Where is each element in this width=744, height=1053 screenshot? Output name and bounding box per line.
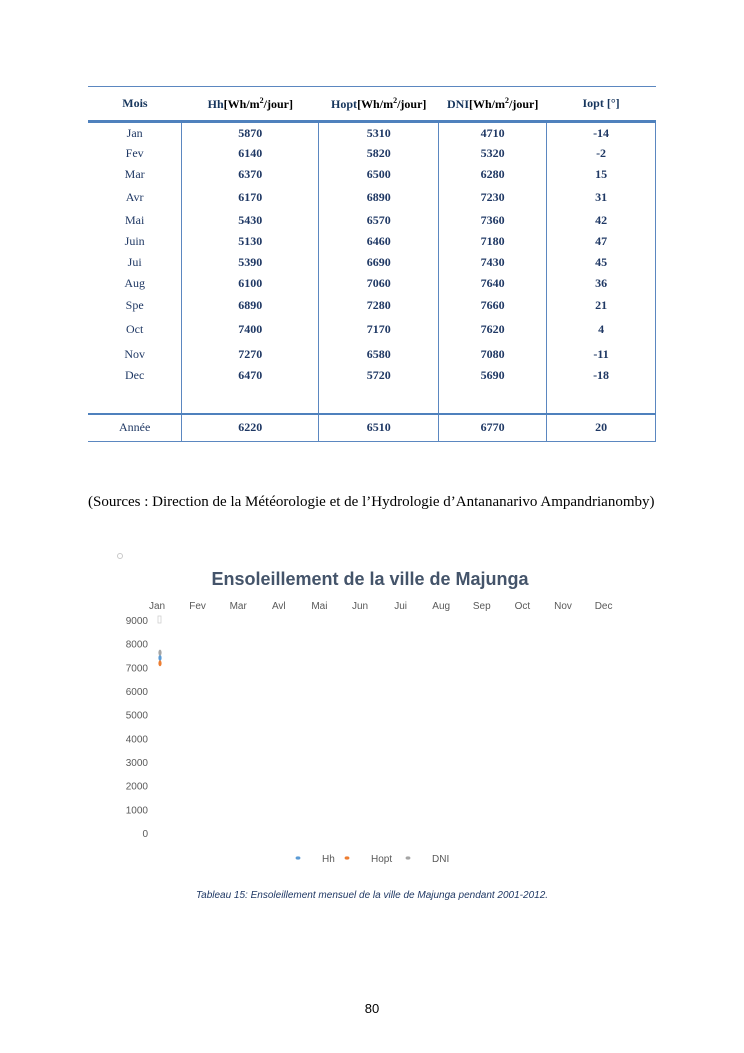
x-tick-label: Jan bbox=[148, 601, 166, 612]
header-hh bbox=[182, 87, 319, 122]
cell-iopt: -18 bbox=[547, 368, 656, 394]
table-row bbox=[88, 368, 656, 394]
x-tick-label: Jui bbox=[394, 601, 407, 612]
header-hh-unit-pre: [Wh/m bbox=[223, 96, 260, 111]
header-hopt-unit-post: /jour] bbox=[397, 96, 427, 111]
header-hh-unit-post: /jour] bbox=[263, 96, 293, 111]
header-hopt-unit-sup: 2 bbox=[393, 95, 398, 105]
y-tick-label: 4000 bbox=[125, 734, 148, 746]
chart-title: Ensoleillement de la ville de Majunga bbox=[211, 569, 529, 589]
cell-iopt: 42 bbox=[547, 210, 656, 232]
cell-mois: Jui bbox=[127, 255, 142, 269]
y-tick-label: 8000 bbox=[125, 639, 148, 651]
x-tick-label: Dec bbox=[594, 601, 613, 612]
header-hh-unit-sup: 2 bbox=[259, 95, 264, 105]
y-tick-label: 0 bbox=[142, 829, 148, 840]
y-tick-label: 6000 bbox=[125, 687, 148, 698]
y-tick-label: 5000 bbox=[125, 710, 148, 722]
cell-hh: 6890 bbox=[182, 294, 319, 318]
cell-mois: Juin bbox=[124, 234, 145, 248]
sources-note: (Sources : Direction de la Météorologie et de l’Hydrologie d’Antananarivo Ampandrianomby) bbox=[88, 494, 655, 510]
cell-hopt: 5720 bbox=[319, 368, 439, 394]
cell-hh: 6100 bbox=[182, 274, 319, 294]
cell-mois: Avr bbox=[125, 190, 144, 204]
x-tick-label: Nov bbox=[554, 601, 572, 612]
cell-hopt: 6580 bbox=[319, 342, 439, 368]
cell-dni: 7360 bbox=[439, 210, 547, 232]
cell-hh: 5870 bbox=[182, 122, 319, 144]
y-tick-label: 2000 bbox=[125, 781, 148, 793]
cell-hh: 5390 bbox=[182, 252, 319, 274]
cell-hopt: 7060 bbox=[319, 274, 439, 294]
cell-iopt: 45 bbox=[547, 252, 656, 274]
table-row bbox=[88, 144, 656, 164]
cell-hh: 6370 bbox=[182, 164, 319, 186]
table-row bbox=[88, 232, 656, 252]
sunshine-chart bbox=[100, 565, 640, 875]
x-tick-label: Oct bbox=[514, 601, 531, 612]
table-row bbox=[88, 252, 656, 274]
y-tick-label: 9000 bbox=[125, 616, 148, 627]
legend-label-dni: DNI bbox=[432, 854, 450, 865]
page-number: 80 bbox=[364, 1001, 380, 1016]
cell-dni: 5320 bbox=[439, 144, 547, 164]
header-iopt: Iopt [°] bbox=[547, 87, 656, 122]
total-label: Année bbox=[88, 414, 182, 442]
cell-mois: Fev bbox=[125, 146, 144, 160]
header-dni-unit-pre: [Wh/m bbox=[469, 96, 505, 111]
legend-label-hh: Hh bbox=[322, 854, 335, 865]
header-mois: Mois bbox=[88, 87, 182, 122]
y-tick-label: 7000 bbox=[125, 663, 148, 675]
cell-hopt: 6500 bbox=[319, 164, 439, 186]
x-tick-label: Mar bbox=[229, 601, 247, 612]
cell-mois: Aug bbox=[124, 276, 146, 290]
table-row bbox=[88, 186, 656, 210]
x-tick-label: Avl bbox=[271, 601, 286, 612]
cell-dni: 7230 bbox=[439, 186, 547, 210]
spacer-cell bbox=[182, 394, 319, 414]
cell-mois: Oct bbox=[126, 322, 144, 336]
header-dni-label: DNI bbox=[446, 96, 469, 111]
cell-iopt: 47 bbox=[547, 232, 656, 252]
cell-mois: Spe bbox=[125, 298, 144, 312]
cell-hopt: 7170 bbox=[319, 318, 439, 342]
cell-hh: 7400 bbox=[182, 318, 319, 342]
x-tick-label: Mai bbox=[311, 601, 328, 612]
table-row bbox=[88, 274, 656, 294]
spacer-cell bbox=[547, 394, 656, 414]
x-tick-label: Sep bbox=[472, 601, 491, 612]
cell-dni: 6280 bbox=[439, 164, 547, 186]
cell-mois: Nov bbox=[124, 347, 146, 361]
cell-mois: Mar bbox=[124, 167, 145, 181]
cell-hopt: 6570 bbox=[319, 210, 439, 232]
cell-hh: 5130 bbox=[182, 232, 319, 252]
cell-hh: 6170 bbox=[182, 186, 319, 210]
table-row bbox=[88, 318, 656, 342]
legend-marker-hopt bbox=[345, 856, 350, 859]
table-total-row bbox=[88, 414, 656, 442]
total-dni: 6770 bbox=[439, 414, 547, 442]
cell-hopt: 7280 bbox=[319, 294, 439, 318]
cell-iopt: 15 bbox=[547, 164, 656, 186]
cell-iopt: -14 bbox=[547, 122, 656, 144]
table-row bbox=[88, 164, 656, 186]
legend-marker-dni bbox=[406, 856, 411, 859]
cell-mois: Jan bbox=[126, 125, 143, 140]
cell-iopt: 31 bbox=[547, 186, 656, 210]
data-point-hh bbox=[158, 655, 161, 661]
cell-dni: 7080 bbox=[439, 342, 547, 368]
cell-mois: Dec bbox=[125, 367, 145, 382]
cell-mois: Mai bbox=[125, 213, 145, 227]
header-hopt-label: Hopt bbox=[331, 96, 358, 111]
solar-table bbox=[88, 86, 656, 442]
x-tick-label: Aug bbox=[432, 601, 451, 612]
data-point-dni bbox=[158, 650, 161, 656]
cell-iopt: 21 bbox=[547, 294, 656, 318]
data-point-hopt bbox=[158, 660, 161, 666]
cell-hopt: 6890 bbox=[319, 186, 439, 210]
anchor-marker bbox=[117, 553, 123, 559]
cell-iopt: 4 bbox=[547, 318, 656, 342]
header-hopt bbox=[319, 87, 439, 122]
spacer-cell bbox=[88, 394, 182, 414]
y-tick-label: 1000 bbox=[125, 805, 148, 817]
cell-hopt: 6460 bbox=[319, 232, 439, 252]
cell-dni: 7620 bbox=[439, 318, 547, 342]
header-dni-unit-sup: 2 bbox=[505, 95, 509, 105]
x-tick-label: Fev bbox=[189, 601, 206, 612]
legend-marker-hh bbox=[296, 856, 301, 859]
cell-dni: 7640 bbox=[439, 274, 547, 294]
total-hopt: 6510 bbox=[319, 414, 439, 442]
cell-hopt: 5310 bbox=[319, 122, 439, 144]
cell-dni: 7660 bbox=[439, 294, 547, 318]
cell-dni: 4710 bbox=[439, 122, 547, 144]
cell-dni: 7430 bbox=[439, 252, 547, 274]
table-row bbox=[88, 122, 656, 144]
cell-hh: 6470 bbox=[182, 368, 319, 394]
table-row bbox=[88, 210, 656, 232]
cell-hopt: 5820 bbox=[319, 144, 439, 164]
cell-hopt: 6690 bbox=[319, 252, 439, 274]
cell-hh: 6140 bbox=[182, 144, 319, 164]
y-tick-label: 3000 bbox=[125, 758, 148, 769]
legend-label-hopt: Hopt bbox=[371, 854, 393, 865]
table-row bbox=[88, 294, 656, 318]
header-hopt-unit-pre: [Wh/m bbox=[357, 96, 394, 111]
cell-dni: 5690 bbox=[439, 368, 547, 394]
x-tick-label: Jun bbox=[351, 601, 369, 612]
cell-iopt: -11 bbox=[547, 342, 656, 368]
cell-hh: 7270 bbox=[182, 342, 319, 368]
figure-caption: Tableau 15: Ensoleillement mensuel de la ville de Majunga pendant 2001-2012. bbox=[195, 890, 549, 901]
spacer-cell bbox=[319, 394, 439, 414]
cell-iopt: 36 bbox=[547, 274, 656, 294]
spacer-cell bbox=[439, 394, 547, 414]
table-spacer-row bbox=[88, 394, 656, 414]
cell-dni: 7180 bbox=[439, 232, 547, 252]
total-hh: 6220 bbox=[182, 414, 319, 442]
header-dni-unit-post: /jour] bbox=[509, 96, 539, 111]
table-row bbox=[88, 342, 656, 368]
header-dni bbox=[439, 87, 547, 122]
cell-hh: 5430 bbox=[182, 210, 319, 232]
header-hh-label: Hh bbox=[207, 96, 224, 111]
plot-placeholder-box bbox=[158, 616, 161, 623]
table-header-row bbox=[88, 87, 656, 122]
total-iopt: 20 bbox=[547, 414, 656, 442]
cell-iopt: -2 bbox=[547, 144, 656, 164]
